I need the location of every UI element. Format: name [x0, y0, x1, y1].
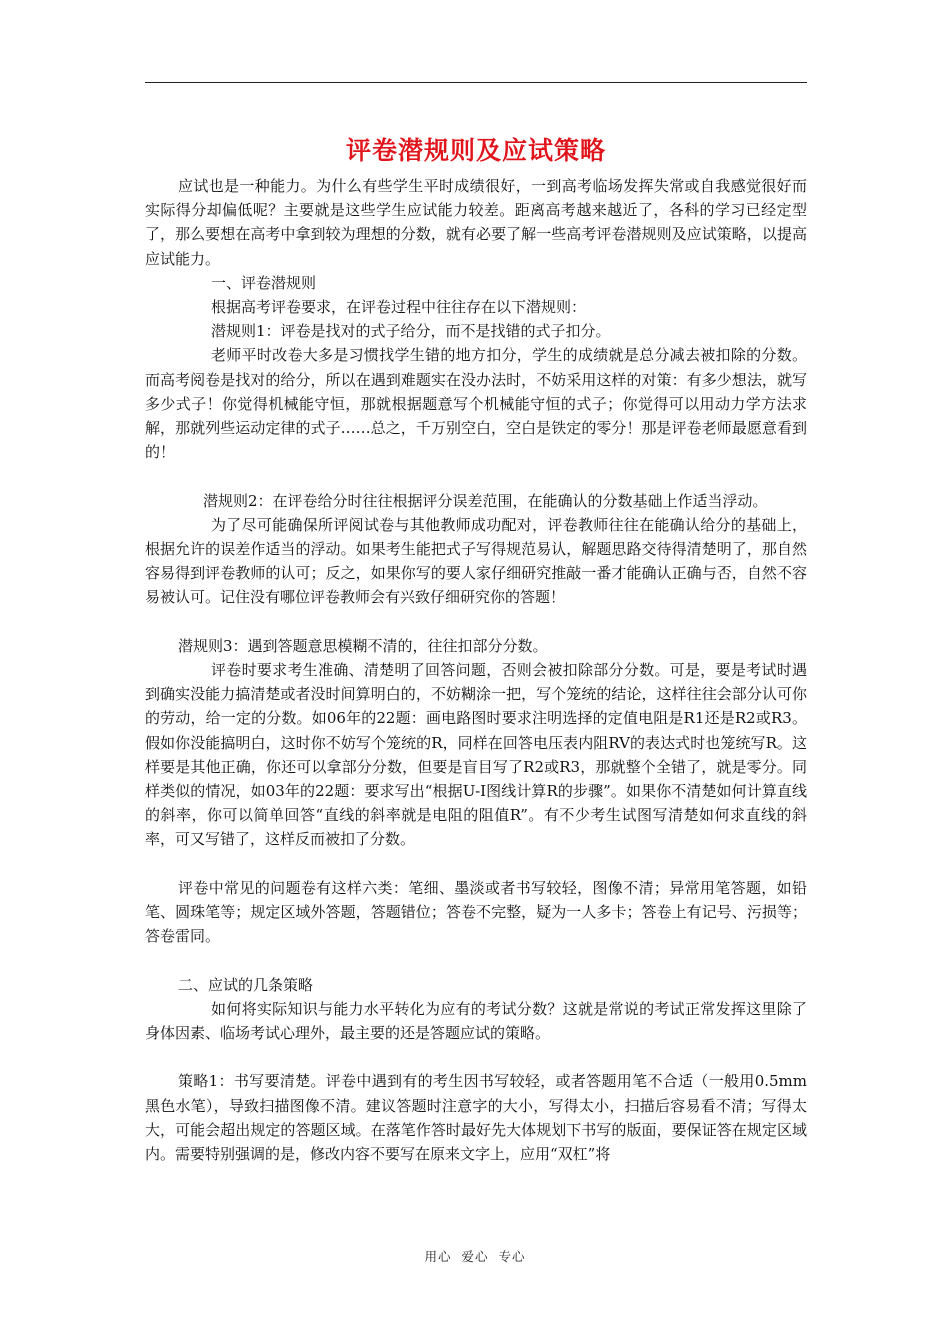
paragraph-rules-intro: 根据高考评卷要求，在评卷过程中往往存在以下潜规则：: [211, 298, 587, 317]
strategy-intro: 如何将实际知识与能力水平转化为应有的考试分数？这就是常说的考试正常发挥这里除了身体因素、临场考试心理外，最主要的还是答题应试的策略。: [145, 999, 807, 1043]
paragraph-intro: 应试也是一种能力。为什么有些学生平时成绩很好，一到高考临场发挥失常或自我感觉很好而实际得分却偏低呢？主要就是这些学生应试能力较差。距离高考越来越近了，各科的学习已经定型了，那么要想在高考中拿到较为理想的分数，就有必要了解一些高考评卷潜规则及应试策略，以提高应试能力。: [145, 177, 807, 268]
page-footer: 用心 爱心 专心: [424, 1249, 526, 1264]
document-body: [145, 128, 807, 1166]
section-heading-2: 二、应试的几条策略: [178, 975, 314, 994]
header-rule: [145, 82, 807, 83]
rule-2-heading: 潜规则2：在评卷给分时往往根据评分误差范围，在能确认的分数基础上作适当浮动。: [203, 491, 768, 510]
rule-2-body: 为了尽可能确保所评阅试卷与其他教师成功配对，评卷教师往往在能确认给分的基础上，根据允许的误差作适当的浮动。如果考生能把式子写得规范易认，解题思路交待得清楚明了，那自然容易得到评卷教师的认可；反之，如果你写的要人家仔细研究推敲一番才能确认正确与否，自然不容易被认可。记住没有哪位评卷教师会有兴致仔细研究你的答题！: [145, 515, 807, 607]
rule-3-heading: 潜规则3：遇到答题意思模糊不清的，往往扣部分分数。: [178, 636, 548, 655]
problem-papers-paragraph: 评卷中常见的问题卷有这样六类：笔细、墨淡或者书写较轻，图像不清；异常用笔答题，如铅笔、圆珠笔等；规定区域外答题，答题错位；答卷不完整，疑为一人多卡；答卷上有记号、污损等；答卷雷同。: [145, 878, 807, 946]
section-heading-1: 一、评卷潜规则: [211, 273, 317, 292]
rule-3-body: 评卷时要求考生准确、清楚明了回答问题，否则会被扣除部分分数。可是，要是考试时遇到确实没能力搞清楚或者没时间算明白的，不妨糊涂一把，写个笼统的结论，这样往往会部分认可你的劳动，给一定的分数。如06年的22题：画电路图时要求注明选择的定值电阻是R1还是R2或R3。假如你没能搞明白，这时你不妨写个笼统的R，同样在回答电压表内阻RV的表达式时也笼统写R。这样要是其他正确，你还可以拿部分分数，但要是盲目写了R2或R3，那就整个全错了，就是零分。同样类似的情况，如03年的22题：要求写出“根据U-I图线计算R的步骤”。如果你不清楚如何计算直线的斜率，你可以简单回答“直线的斜率就是电阻的阻值R”。有不少考生试图写清楚如何求直线的斜率，可又写错了，这样反而被扣了分数。: [145, 661, 807, 849]
strategy-1-paragraph: 策略1：书写要清楚。评卷中遇到有的考生因书写较轻，或者答题用笔不合适（一般用0.5mm黑色水笔），导致扫描图像不清。建议答题时注意字的大小，写得太小，扫描后容易看不清；写得太大，可能会超出规定的答题区域。在落笔作答时最好先大体规划下书写的版面，要保证答在规定区域内。需要特别强调的是，修改内容不要写在原来文字上，应用“双杠”将: [145, 1072, 807, 1164]
document-title: 评卷潜规则及应试策略: [345, 136, 606, 165]
rule-1-body: 老师平时改卷大多是习惯找学生错的地方扣分，学生的成绩就是总分减去被扣除的分数。而高考阅卷是找对的给分，所以在遇到难题实在没办法时，不妨采用这样的对策：有多少想法，就写多少式子！你觉得机械能守恒，那就根据题意写个机械能守恒的式子；你觉得可以用动力学方法求解，那就列些运动定律的式子……总之，千万别空白，空白是铁定的零分！那是评卷老师最愿意看到的！: [145, 346, 807, 462]
rule-1-heading: 潜规则1：评卷是找对的式子给分，而不是找错的式子扣分。: [211, 322, 611, 341]
